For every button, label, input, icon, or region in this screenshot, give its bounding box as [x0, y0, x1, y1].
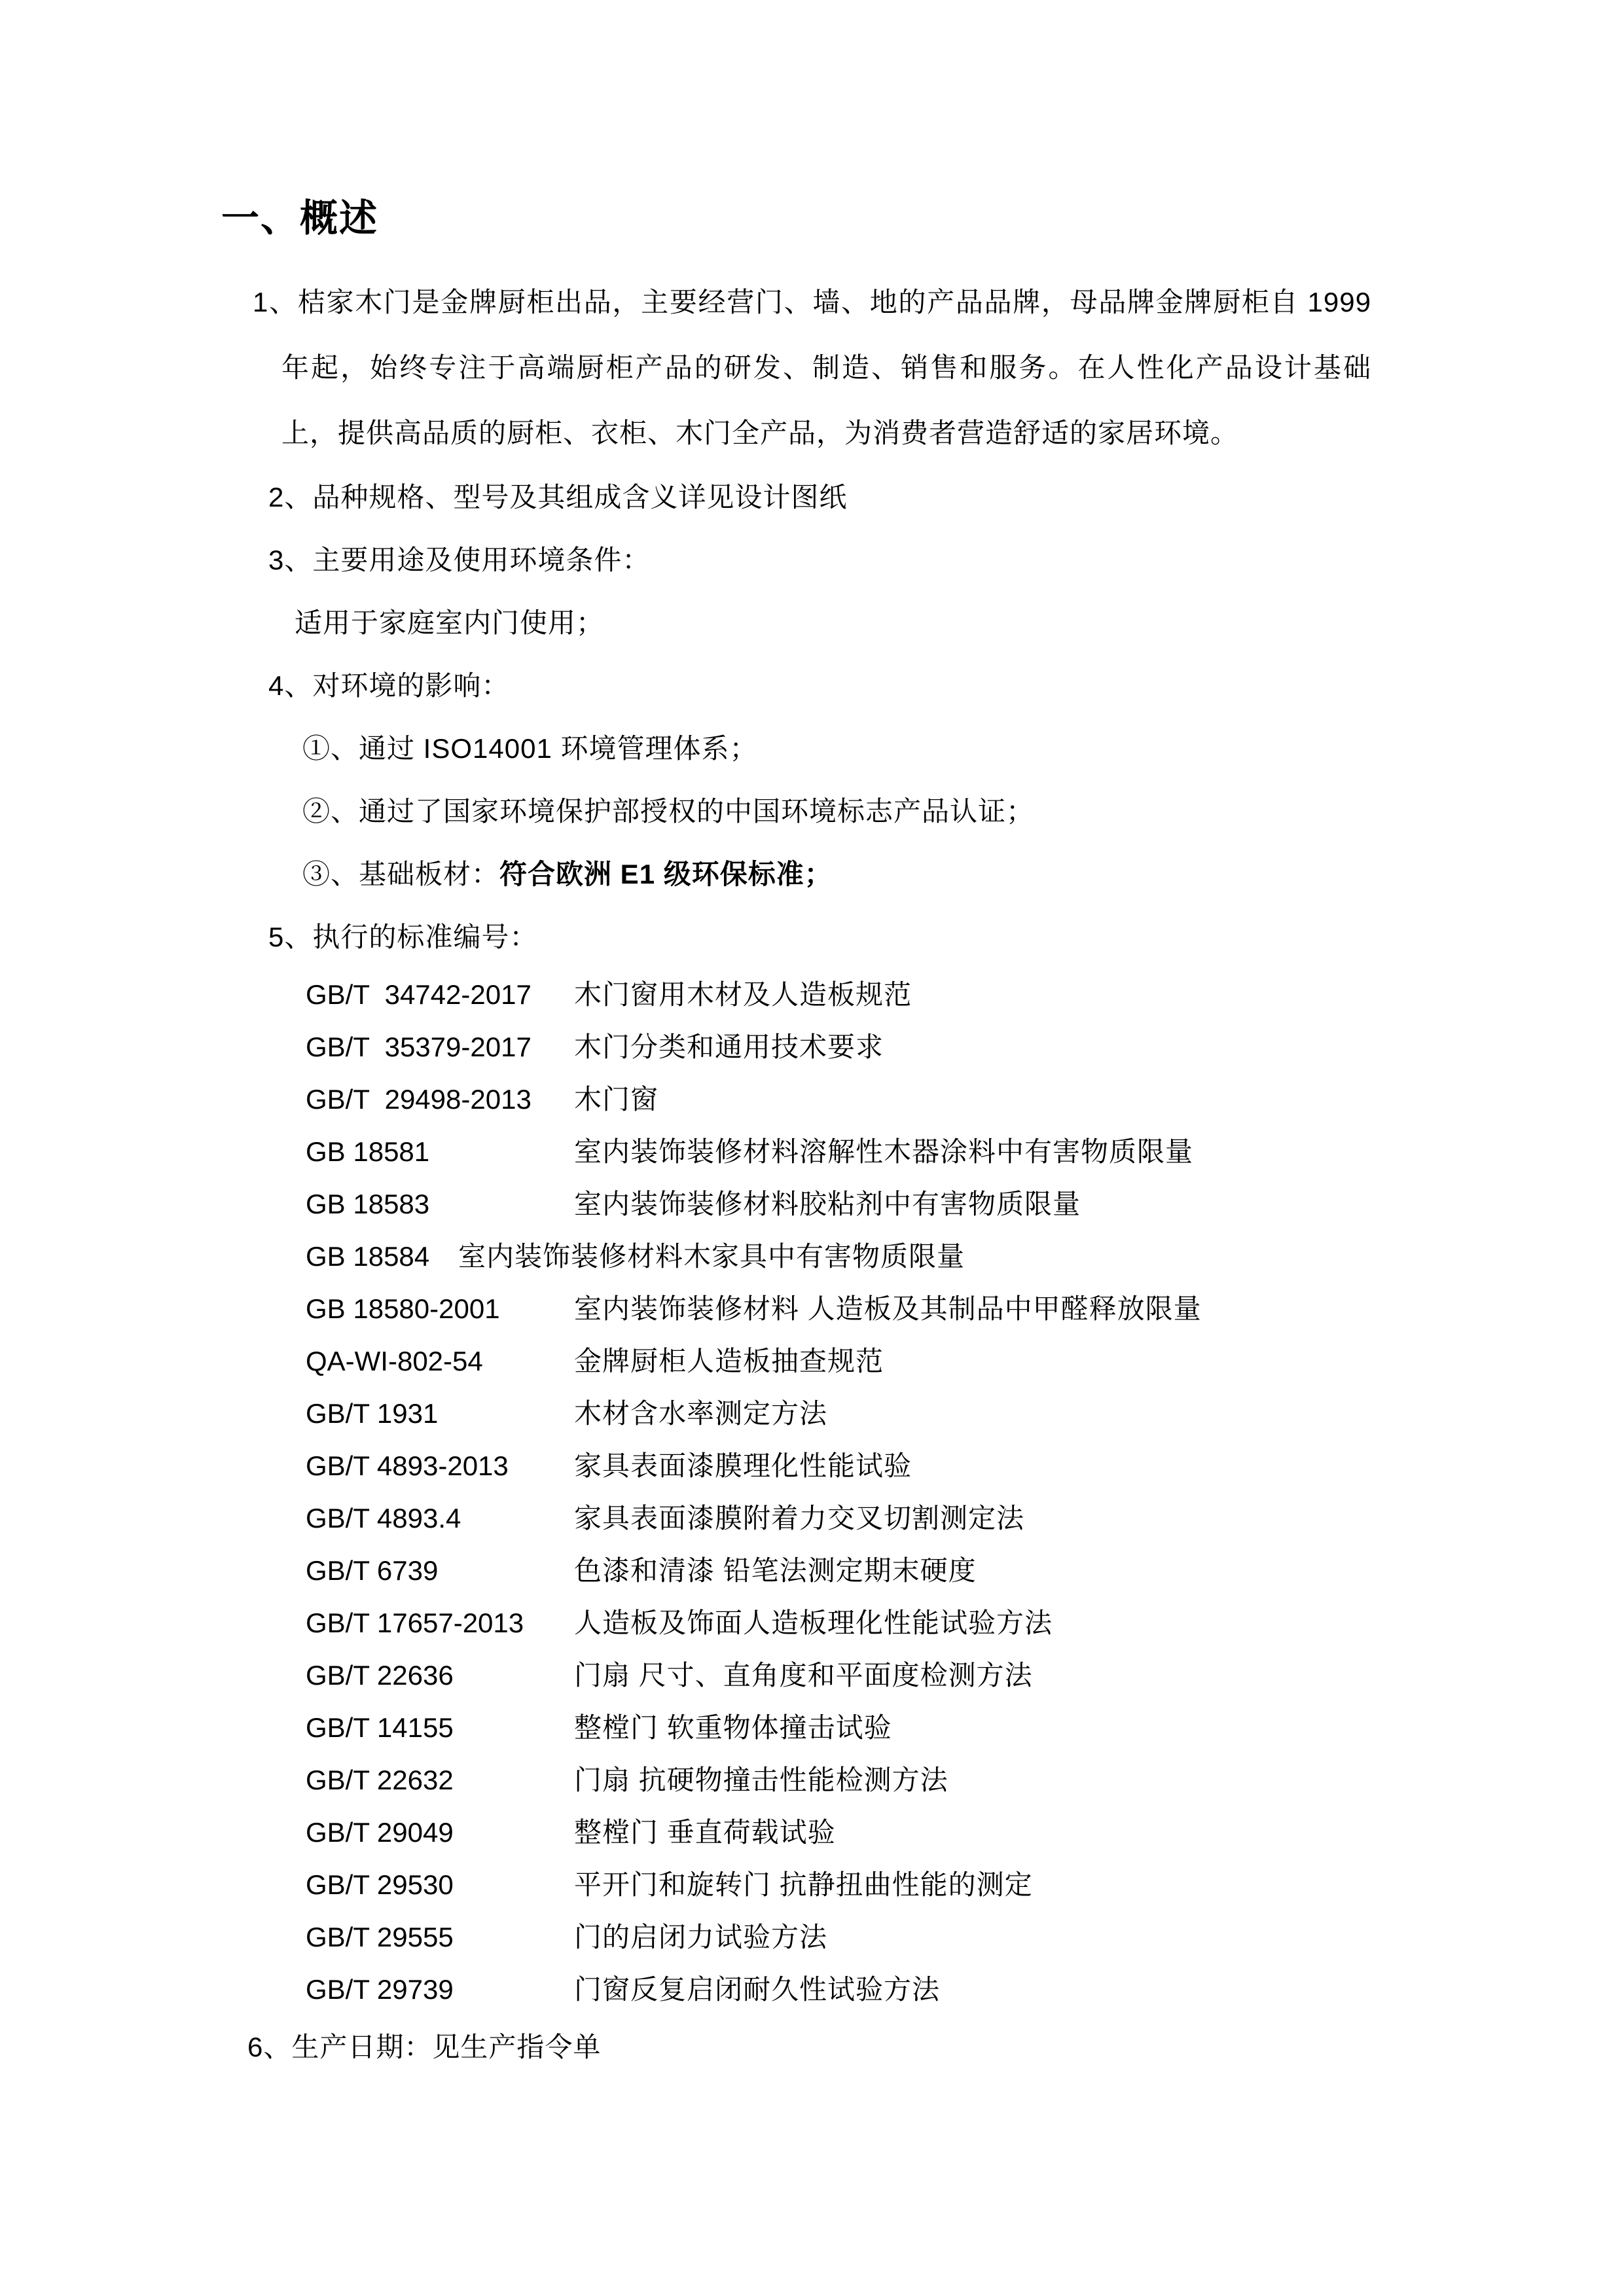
standard-name: 门扇 抗硬物撞击性能检测方法 [574, 1765, 948, 1795]
standard-name: 平开门和旋转门 抗静扭曲性能的测定 [574, 1869, 1033, 1900]
standard-code: QA-WI-802-54 [306, 1346, 483, 1376]
standard-row [306, 969, 1624, 1021]
standard-name: 室内装饰装修材料木家具中有害物质限量 [458, 1241, 965, 1272]
standard-name: 室内装饰装修材料溶解性木器涂料中有害物质限量 [574, 1136, 1194, 1167]
standard-name: 整樘门 垂直荷载试验 [574, 1817, 836, 1848]
standard-code: GB/T 6739 [306, 1555, 439, 1586]
standard-code: GB/T 14155 [306, 1712, 454, 1743]
standard-name: 门窗反复启闭耐久性试验方法 [574, 1974, 941, 2005]
standard-row [306, 1911, 1624, 1964]
standard-code: GB/T 1931 [306, 1398, 439, 1429]
standard-row [306, 1649, 1624, 1702]
standard-row [306, 1806, 1624, 1859]
item-4-sub-3-prefix: ③、基础板材： [302, 859, 500, 889]
standard-row [306, 1126, 1624, 1178]
standard-name: 家具表面漆膜理化性能试验 [574, 1450, 912, 1481]
paragraph-item-5: 5、执行的标准编号： [268, 922, 538, 952]
standard-row [306, 1335, 1624, 1388]
standard-code: GB/T 22636 [306, 1660, 454, 1691]
standard-row [306, 1964, 1624, 2016]
standard-row [306, 1178, 1624, 1230]
standard-code: GB 18581 [306, 1136, 430, 1167]
standard-name: 门扇 尺寸、直角度和平面度检测方法 [574, 1660, 1033, 1691]
standard-row [306, 1702, 1624, 1754]
standard-code: GB/T 35379-2017 [306, 1031, 532, 1062]
standard-code: GB/T 4893-2013 [306, 1450, 509, 1481]
item-4-sub-3-bold-text: 符合欧洲 E1 级环保标准； [499, 859, 833, 889]
standard-code: GB/T 4893.4 [306, 1503, 461, 1534]
standard-row [306, 1388, 1624, 1440]
standard-name: 木材含水率测定方法 [574, 1398, 828, 1429]
standards-list [306, 969, 1624, 2016]
paragraph-item-3: 3、主要用途及使用环境条件： [268, 545, 651, 575]
standard-code: GB/T 22632 [306, 1765, 454, 1795]
standard-name: 整樘门 软重物体撞击试验 [574, 1712, 892, 1743]
standard-name: 木门窗用木材及人造板规范 [574, 979, 912, 1010]
standard-name: 金牌厨柜人造板抽查规范 [574, 1346, 884, 1376]
section-title: 一、概述 [221, 197, 379, 240]
item-4-sub-1: ①、通过 ISO14001 环境管理体系； [302, 733, 758, 764]
standard-code: GB/T 17657-2013 [306, 1607, 524, 1638]
standard-row [306, 1754, 1624, 1806]
standard-name: 门的启闭力试验方法 [574, 1922, 828, 1952]
item-3-sub-note: 适用于家庭室内门使用； [295, 607, 605, 638]
standard-row [306, 1545, 1624, 1597]
standard-code: GB 18584 [306, 1241, 430, 1272]
standard-code: GB/T 29049 [306, 1817, 454, 1848]
standard-row [306, 1597, 1624, 1649]
standard-row [306, 1492, 1624, 1545]
standard-row [306, 1073, 1624, 1126]
standard-code: GB/T 29739 [306, 1974, 454, 2005]
standard-code: GB/T 29555 [306, 1922, 454, 1952]
standard-code: GB/T 29498-2013 [306, 1084, 532, 1115]
standard-name: 室内装饰装修材料 人造板及其制品中甲醛释放限量 [574, 1293, 1202, 1324]
item-4-sub-3 [302, 843, 1624, 906]
standard-row [306, 1283, 1624, 1335]
paragraph-item-4: 4、对环境的影响： [268, 670, 510, 701]
standard-code: GB/T 29530 [306, 1869, 454, 1900]
standard-row [306, 1859, 1624, 1911]
standard-name: 室内装饰装修材料胶粘剂中有害物质限量 [574, 1189, 1081, 1219]
item-4-sub-2: ②、通过了国家环境保护部授权的中国环境标志产品认证； [302, 796, 1035, 827]
standard-row [306, 1021, 1624, 1073]
paragraph-item-1: 1、桔家木门是金牌厨柜出品，主要经营门、墙、地的产品品牌，母品牌金牌厨柜自 1999 年起，始终专注于高端厨柜产品的研发、制造、销售和服务。在人性化产品设计基础上，提供高品质的厨柜、衣柜、木门全产品，为消费者营造舒适的家居环境。 [253, 287, 1371, 448]
standard-row [306, 1440, 1624, 1492]
standard-code: GB 18583 [306, 1189, 430, 1219]
standard-name: 木门窗 [574, 1084, 659, 1115]
paragraph-item-2: 2、品种规格、型号及其组成含义详见设计图纸 [268, 482, 848, 512]
standard-code: GB/T 34742-2017 [306, 979, 532, 1010]
standard-name: 木门分类和通用技术要求 [574, 1031, 884, 1062]
standard-row [306, 1230, 1624, 1283]
standard-code: GB 18580-2001 [306, 1293, 500, 1324]
standard-name: 家具表面漆膜附着力交叉切割测定法 [574, 1503, 1025, 1534]
standard-name: 色漆和清漆 铅笔法测定期末硬度 [574, 1555, 977, 1586]
standard-name: 人造板及饰面人造板理化性能试验方法 [574, 1607, 1053, 1638]
paragraph-item-6: 6、生产日期：见生产指令单 [247, 2032, 602, 2062]
